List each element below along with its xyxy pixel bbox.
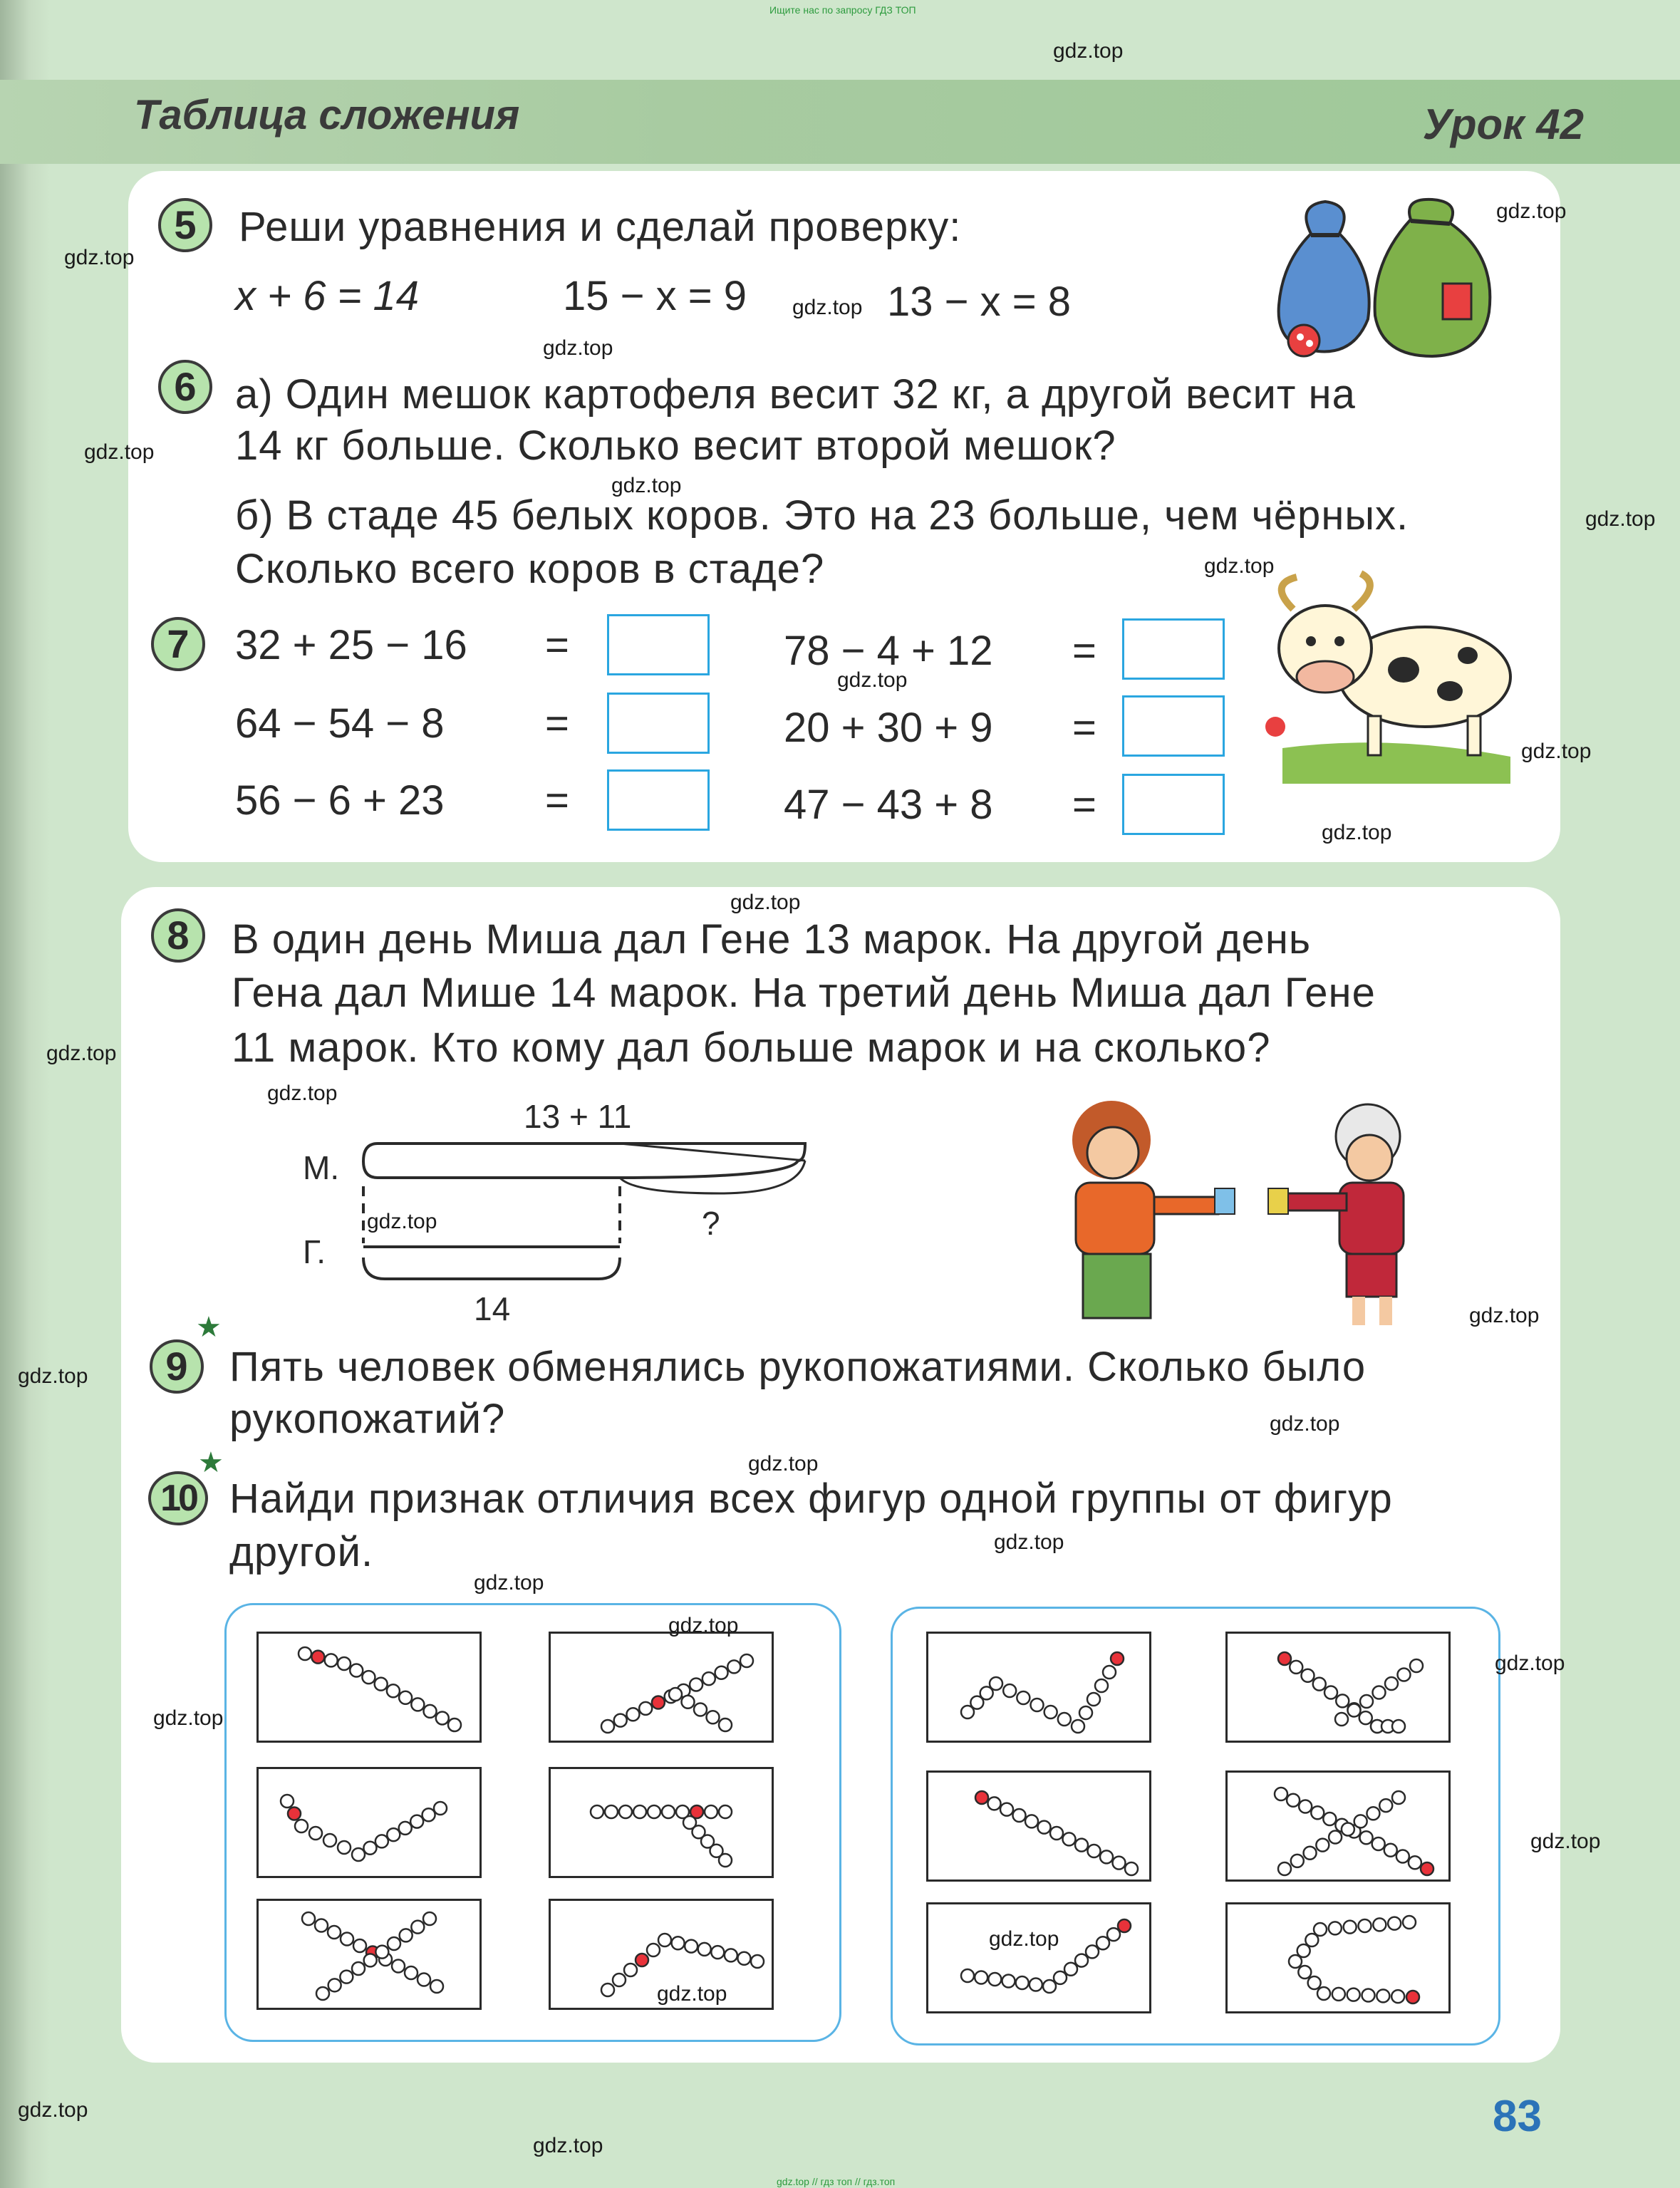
equals-sign: = [1072,705,1096,751]
bead [1016,1976,1029,1989]
bead [619,1805,632,1818]
task-9-line-2: рукопожатий? [229,1396,506,1442]
bead-line [1289,1916,1419,2003]
bead [1329,1831,1342,1844]
bead [1278,1862,1291,1875]
boys-exchanging-stamps-illustration [1047,1097,1446,1339]
bead [1079,1706,1092,1719]
bead [1373,1918,1386,1931]
red-bead [288,1808,301,1820]
bead [387,1684,400,1697]
bead [1336,1694,1349,1707]
bead [328,1979,341,1991]
bead [1342,1823,1354,1835]
bead [1329,1922,1342,1934]
bead [423,1912,436,1925]
task-5-equation-2: 15 − x = 9 [563,273,747,319]
watermark: gdz.top [1270,1412,1340,1436]
bead [281,1795,294,1808]
red-bead [1111,1652,1124,1665]
bead [1313,1678,1326,1691]
watermark: gdz.top [1496,199,1567,223]
lesson-title: Урок 42 [1422,100,1584,148]
bead-line [669,1688,732,1731]
bead [1088,1845,1101,1857]
task-10-number: 10 [148,1471,208,1525]
bead [1290,1661,1302,1674]
bead [411,1698,424,1711]
bead-figure-card[interactable] [926,1770,1151,1882]
bead [737,1952,750,1965]
bead [338,1841,351,1854]
bead [1125,1862,1138,1875]
bead [399,1691,412,1704]
equals-sign: = [1072,628,1096,674]
bead [1013,1809,1026,1822]
watermark: gdz.top [1469,1304,1540,1327]
bead [1000,1803,1013,1816]
bead [702,1672,715,1685]
task-7-expr-left-1: 32 + 25 − 16 [235,622,467,668]
diagram-top-label: 13 + 11 [524,1098,632,1135]
bead [698,1943,711,1956]
bead [690,1678,702,1691]
bead [1354,1815,1367,1827]
bead [362,1671,375,1684]
task-5-equation-3: 13 − x = 8 [887,279,1071,325]
red-bead [636,1954,648,1966]
bead [1038,1821,1051,1834]
watermark: gdz.top [1322,821,1392,844]
bead [1332,1988,1345,2001]
bead [1025,1815,1038,1827]
bead [1403,1916,1416,1929]
bead [682,1696,695,1709]
task-9-line-1: Пять человек обменялись рукопожатиями. Сколько было [229,1344,1367,1390]
bead-line [281,1795,447,1861]
bead [719,1718,732,1731]
bead [436,1711,449,1724]
bead [1044,1706,1057,1718]
bead [1291,1855,1304,1867]
bead [1359,1919,1372,1932]
bead [1392,1720,1405,1733]
bead [1030,1979,1042,1991]
bead [1409,1856,1421,1869]
bead [430,1980,443,1993]
bead-figure-card[interactable] [926,1632,1151,1743]
watermark: gdz.top [748,1452,819,1476]
bead [302,1912,315,1925]
bead [353,1939,366,1952]
watermark: gdz.top [18,1364,88,1388]
m-bracket-top [363,1144,620,1161]
task-8-number: 8 [151,908,205,963]
bead [323,1834,336,1847]
bead [1323,1813,1336,1825]
bead [400,1929,413,1941]
task-7-expr-left-3: 56 − 6 + 23 [235,777,445,824]
task-7-expr-left-2: 64 − 54 − 8 [235,700,445,747]
bead [1103,1666,1116,1679]
task-9-number: 9 [150,1339,204,1394]
bead [988,1797,1001,1810]
bead [341,1933,353,1946]
bead [315,1919,328,1932]
bead [1087,1693,1100,1706]
task-10-line-2: другой. [229,1529,374,1575]
diagram-bottom-label: 14 [474,1290,511,1327]
bead [647,1944,660,1956]
bead [1317,1987,1330,2000]
task-7-number: 7 [151,617,205,671]
bead [1100,1850,1113,1863]
bead [1388,1917,1401,1930]
watermark: gdz.top [668,1614,739,1637]
equals-sign: = [1072,782,1096,828]
watermark: gdz.top [367,1210,437,1233]
bead [1373,1686,1386,1699]
task-7-expr-right-3: 47 − 43 + 8 [784,782,993,828]
bead-figure-card[interactable] [1225,1770,1451,1882]
bead [1075,1839,1088,1852]
bead-line [961,1652,1124,1733]
bead [633,1805,646,1818]
bead [1289,1955,1302,1968]
bead [1362,1989,1375,2002]
star-icon: ★ [198,1447,224,1478]
bead [434,1802,447,1815]
bead [424,1705,437,1718]
answer-box[interactable] [1122,695,1225,757]
bead [1043,1980,1056,1993]
bead [1385,1677,1398,1690]
bead [1031,1699,1044,1711]
bead [988,1973,1001,1986]
bead [1064,1963,1077,1976]
watermark: gdz.top [153,1706,224,1730]
m-bracket-end [620,1144,805,1178]
bead [338,1657,351,1670]
bead-figure-card[interactable] [549,1632,774,1743]
task-5-number: 5 [158,198,212,252]
answer-box[interactable] [1122,774,1225,835]
watermark: gdz.top [657,1982,727,2006]
bead [1410,1659,1423,1672]
book-spine-shadow [0,0,50,2188]
bead [601,1984,614,1996]
bead [658,1934,671,1946]
bead-figure-card[interactable] [256,1899,482,2010]
watermark: gdz.top [64,246,135,269]
watermark: gdz.top [474,1571,544,1595]
red-bead [652,1696,665,1709]
bead-figure-card[interactable] [549,1767,774,1878]
bead [990,1677,1002,1690]
bead-line [975,1791,1138,1875]
bead [340,1971,353,1984]
bead [1376,1989,1389,2002]
red-bead [1421,1862,1433,1875]
bead [392,1960,405,1973]
red-bead [1118,1919,1131,1932]
watermark: gdz.top [84,440,155,464]
answer-box[interactable] [607,614,710,675]
answer-box[interactable] [607,769,710,831]
watermark: gdz.top [543,336,613,360]
watermark: gdz.top [18,2098,88,2122]
watermark: gdz.top [792,296,863,319]
bead-line [299,1647,461,1731]
bead [325,1654,338,1666]
bead [410,1815,423,1828]
watermark: gdz.top [837,668,908,692]
star-icon: ★ [196,1312,222,1343]
bead [1348,1704,1361,1717]
red-bead [1278,1652,1291,1665]
bead [725,1949,737,1961]
bead [1058,1713,1071,1726]
bead [624,1964,637,1976]
bead [1347,1989,1360,2001]
bead [1384,1844,1397,1857]
bead-figure-card[interactable] [256,1767,482,1878]
red-bead [975,1791,988,1804]
bead [375,1835,388,1847]
red-bead [311,1651,324,1664]
bead [715,1666,728,1679]
bead [352,1848,365,1861]
task-8-line-3: 11 марок. Кто кому дал больше марок и на сколько? [232,1025,1271,1071]
bead [375,1946,388,1959]
bead [1398,1669,1411,1681]
bead [626,1708,639,1721]
watermark: gdz.top [1495,1652,1565,1675]
bead [387,1828,400,1841]
bead [1086,1945,1099,1958]
watermark: gdz.top [1204,554,1275,578]
task-6-number: 6 [158,360,212,414]
bead [1050,1827,1063,1840]
bead [648,1805,660,1818]
watermark: gdz.top [611,474,682,497]
bead [1002,1975,1015,1988]
bead [350,1664,363,1677]
topic-title: Таблица сложения [134,92,520,138]
diagram-m-label: М. [303,1149,340,1186]
bead [601,1720,614,1733]
bead-figure-card[interactable] [1225,1632,1451,1743]
task-8-line-2: Гена дал Мише 14 марок. На третий день Миша дал Гене [232,970,1376,1016]
bead [711,1946,724,1959]
bead [1372,1837,1385,1850]
task-7-expr-right-1: 78 − 4 + 12 [784,628,993,674]
task-6b-line-1: б) В стаде 45 белых коров. Это на 23 больше, чем чёрных. [235,492,1409,539]
bead [1072,1720,1084,1733]
red-bead [1406,1991,1419,2003]
bead [727,1660,740,1673]
watermark: gdz.top [46,1042,117,1065]
bead [639,1702,652,1715]
bead [707,1711,720,1723]
bead [662,1805,675,1818]
cow-illustration [1254,570,1525,784]
bead [1379,1799,1392,1812]
task-6a-line-1: а) Один мешок картофеля весит 32 кг, а другой весит на [235,371,1356,418]
answer-box[interactable] [1122,618,1225,680]
bead [1367,1807,1379,1820]
watermark: gdz.top [1053,39,1124,63]
bead-line [1371,1720,1405,1733]
watermark: gdz.top [267,1082,338,1105]
bead-figure-card[interactable] [256,1632,482,1743]
bottom-caption: gdz.top // гдз топ // гдз.топ [777,2176,896,2187]
bead [1344,1921,1357,1934]
bead [399,1822,412,1835]
bead [672,1936,685,1949]
bead [422,1808,435,1821]
bead [1096,1936,1109,1949]
bead [316,1987,329,2000]
bead [669,1688,682,1701]
bead [1017,1691,1030,1704]
task-8-line-1: В один день Миша дал Гене 13 марок. На другой день [232,916,1312,963]
potato-bags-illustration [1268,191,1503,362]
bead [448,1718,461,1731]
bead [961,1969,974,1982]
top-caption: Ищите нас по запросу ГДЗ ТОП [769,4,916,16]
bead [1396,1850,1409,1863]
bead [405,1966,418,1979]
answer-box[interactable] [607,693,710,754]
equals-sign: = [545,622,569,668]
bead [1054,1971,1067,1984]
bead [605,1805,618,1818]
task-10-line-1: Найди признак отличия всех фигур одной группы от фигур [229,1476,1393,1522]
bead [364,1954,377,1966]
equals-sign: = [545,700,569,747]
bead [719,1854,732,1867]
task-7-expr-right-2: 20 + 30 + 9 [784,705,993,751]
page-number: 83 [1493,2092,1542,2141]
bead [694,1704,707,1716]
bead-figure-card[interactable] [926,1902,1151,2013]
bead-line [591,1805,732,1818]
bead [591,1805,603,1818]
watermark: gdz.top [989,1927,1059,1951]
diagram-g-label: Г. [303,1233,326,1270]
task-6a-line-2: 14 кг больше. Сколько весит второй мешок? [235,422,1116,469]
bead [1304,1847,1317,1860]
bead [1308,1976,1321,1989]
bead [1324,1686,1337,1699]
bead [309,1827,322,1840]
bead [388,1937,400,1950]
watermark: gdz.top [1521,740,1592,763]
bead [1063,1832,1076,1845]
watermark: gdz.top [1585,507,1656,531]
bead [685,1940,698,1953]
bead [1311,1806,1324,1819]
diagram-question-mark: ? [702,1205,720,1242]
bead [1360,1831,1373,1844]
bead [719,1805,732,1818]
bead [1113,1857,1126,1870]
bead-line [1278,1652,1384,1733]
bead-line [1335,1659,1423,1726]
bead [1095,1679,1108,1692]
bead [1391,1990,1404,2003]
bead [299,1647,311,1660]
bead [1003,1684,1016,1697]
task-5-equation-1: x + 6 = 14 [235,273,419,319]
bead [1075,1954,1088,1967]
watermark: gdz.top [994,1530,1064,1554]
m-bracket-bottom [363,1161,620,1178]
bead [352,1962,365,1975]
bead [418,1974,430,1986]
bead [1335,1713,1348,1726]
bead [1299,1800,1312,1813]
bead [375,1678,388,1691]
bead [1316,1839,1329,1852]
bead [613,1974,626,1986]
bead [1287,1794,1300,1807]
bead [751,1955,764,1968]
watermark: gdz.top [533,2134,603,2157]
bead [1302,1669,1315,1682]
bead-figure-card[interactable] [1225,1902,1451,2013]
bead [328,1926,341,1939]
bead [1275,1788,1287,1800]
bead [975,1971,987,1984]
bead [1360,1695,1373,1708]
bead [295,1820,308,1832]
bead [1107,1928,1120,1941]
bead [363,1842,376,1855]
bead [1392,1791,1405,1804]
task-5-text: Реши уравнения и сделай проверку: [239,204,962,250]
watermark: gdz.top [730,891,801,914]
bead [1359,1711,1372,1724]
bead [1298,1966,1311,1979]
task-6b-line-2: Сколько всего коров в стаде? [235,546,825,592]
bead [705,1805,717,1818]
bead [614,1714,627,1727]
bead-line [683,1816,732,1867]
bead [411,1921,424,1934]
equals-sign: = [545,777,569,824]
watermark: gdz.top [1530,1830,1601,1853]
bead [740,1654,753,1667]
